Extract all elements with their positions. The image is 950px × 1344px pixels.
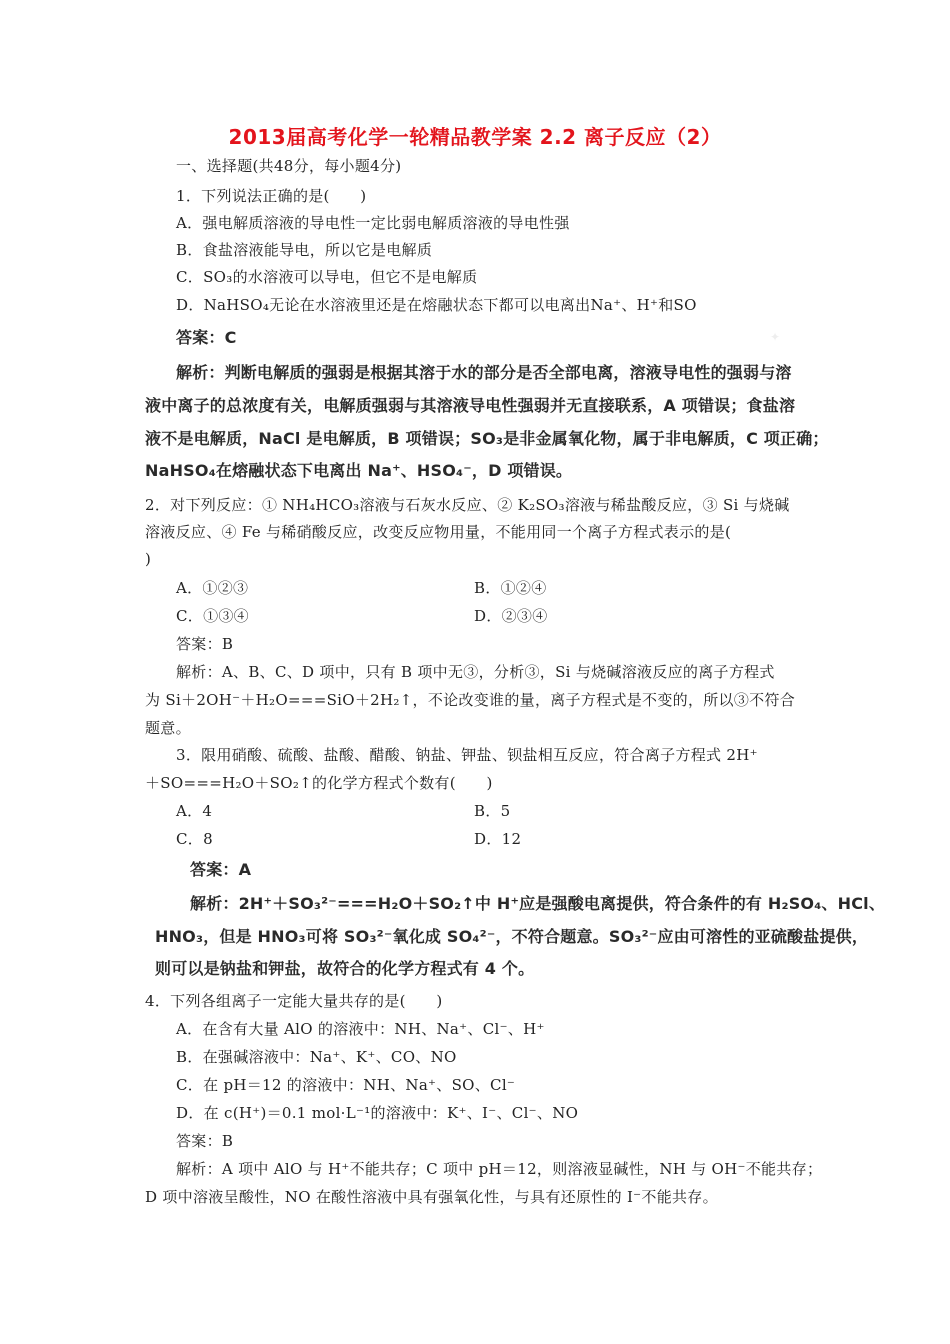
q3-option-a: A．4 [176, 802, 213, 820]
q2-explanation-line: 题意。 [145, 719, 191, 737]
q2-explanation-line: 解析：A、B、C、D 项中，只有 B 项中无③，分析③，Si 与烧碱溶液反应的离子方程式 [176, 663, 775, 681]
section-heading: 一、选择题(共48分，每小题4分) [176, 157, 402, 175]
q2-answer: 答案：B [176, 635, 234, 653]
q2-stem-line: ) [145, 550, 152, 568]
q4-option-c: C．在 pH＝12 的溶液中：NH、Na⁺、SO、Cl⁻ [176, 1076, 516, 1094]
q2-option-b: B．①②④ [474, 579, 547, 597]
q3-answer: 答案：A [190, 860, 252, 879]
q1-option-c: C．SO₃的水溶液可以导电，但它不是电解质 [176, 268, 478, 286]
q1-explanation-line: 液不是电解质，NaCl 是电解质，B 项错误；SO₃是非金属氧化物，属于非电解质，C 项正确； [145, 429, 829, 448]
q3-explanation-line: 则可以是钠盐和钾盐，故符合的化学方程式有 4 个。 [155, 959, 535, 978]
q3-option-d: D．12 [474, 830, 522, 848]
q2-stem-line: 2．对下列反应：① NH₄HCO₃溶液与石灰水反应、② K₂SO₃溶液与稀盐酸反应，③ Si 与烧碱 [145, 496, 790, 514]
q1-stem: 1．下列说法正确的是( ) [176, 187, 367, 205]
q1-option-d: D．NaHSO₄无论在水溶液里还是在熔融状态下都可以电离出Na⁺、H⁺和SO [176, 296, 697, 314]
q3-explanation-line: HNO₃，但是 HNO₃可将 SO₃²⁻氧化成 SO₄²⁻，不符合题意。SO₃²⁻应由可溶性的亚硫酸盐提供， [155, 927, 869, 946]
q3-stem-line: 3．限用硝酸、硫酸、盐酸、醋酸、钠盐、钾盐、钡盐相互反应，符合离子方程式 2H⁺ [176, 746, 758, 764]
q4-option-a: A．在含有大量 AlO 的溶液中：NH、Na⁺、Cl⁻、H⁺ [176, 1020, 545, 1038]
q3-stem-line: ＋SO===H₂O＋SO₂↑的化学方程式个数有( ) [145, 774, 493, 792]
q4-explanation-line: D 项中溶液呈酸性，NO 在酸性溶液中具有强氧化性，与具有还原性的 I⁻不能共存。 [145, 1188, 718, 1206]
q2-option-c: C．①③④ [176, 607, 249, 625]
q1-option-b: B．食盐溶液能导电，所以它是电解质 [176, 241, 433, 259]
q1-explanation-line: 液中离子的总浓度有关，电解质强弱与其溶液导电性强弱并无直接联系，A 项错误；食盐溶 [145, 396, 796, 415]
q3-option-b: B．5 [474, 802, 511, 820]
q4-explanation-line: 解析：A 项中 AlO 与 H⁺不能共存；C 项中 pH＝12，则溶液显碱性，NH 与 OH⁻不能共存； [176, 1160, 823, 1178]
q4-option-d: D．在 c(H⁺)＝0.1 mol·L⁻¹的溶液中：K⁺、I⁻、Cl⁻、NO [176, 1104, 579, 1122]
q4-option-b: B．在强碱溶液中：Na⁺、K⁺、CO、NO [176, 1048, 457, 1066]
q1-explanation-line: NaHSO₄在熔融状态下电离出 Na⁺、HSO₄⁻，D 项错误。 [145, 461, 573, 480]
q2-option-a: A．①②③ [176, 579, 249, 597]
q3-explanation-line: 解析：2H⁺＋SO₃²⁻===H₂O＋SO₂↑中 H⁺应是强酸电离提供，符合条件的有 H₂SO₄、HCl、 [190, 894, 886, 913]
document-title: 2013届高考化学一轮精品教学案 2.2 离子反应（2） [228, 125, 722, 149]
q2-explanation-line: 为 Si＋2OH⁻＋H₂O===SiO＋2H₂↑，不论改变谁的量，离子方程式是不变的，所以③不符合 [145, 691, 796, 709]
q4-answer: 答案：B [176, 1132, 234, 1150]
q2-stem-line: 溶液反应、④ Fe 与稀硝酸反应，改变反应物用量，不能用同一个离子方程式表示的是( [145, 523, 732, 541]
q1-option-a: A．强电解质溶液的导电性一定比弱电解质溶液的导电性强 [176, 214, 570, 232]
q1-explanation-line: 解析：判断电解质的强弱是根据其溶于水的部分是否全部电离，溶液导电性的强弱与溶 [176, 363, 792, 382]
q1-answer: 答案：C [176, 328, 237, 347]
q2-option-d: D．②③④ [474, 607, 548, 625]
watermark-mark: ✦ [770, 330, 781, 344]
q4-stem: 4．下列各组离子一定能大量共存的是( ) [145, 992, 443, 1010]
q3-option-c: C．8 [176, 830, 213, 848]
